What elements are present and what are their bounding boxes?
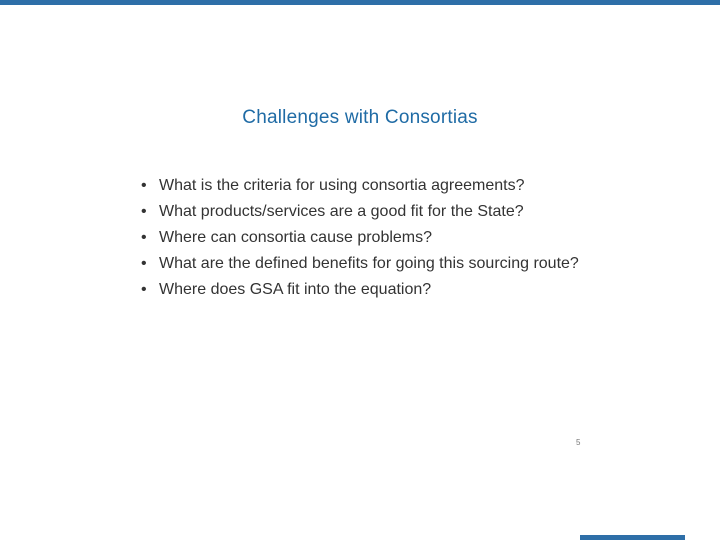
bullet-text: What is the criteria for using consortia agreements?: [159, 177, 525, 194]
bullet-icon: •: [141, 203, 147, 220]
bullet-text: Where does GSA fit into the equation?: [159, 281, 432, 298]
footer-accent-bar: [580, 535, 685, 540]
bullet-item-products: [141, 201, 588, 222]
bullet-item-benefits: [141, 253, 588, 274]
slide-title: Challenges with Consortias: [242, 107, 478, 128]
top-accent-bar: [0, 0, 720, 5]
bullet-icon: •: [141, 229, 147, 246]
bullet-icon: •: [141, 281, 147, 298]
page-number: 5: [576, 438, 581, 447]
bullet-text: What are the defined benefits for going this sourcing route?: [159, 255, 579, 272]
bullet-item-gsa: [141, 279, 588, 300]
bullet-text: Where can consortia cause problems?: [159, 229, 433, 246]
bullet-text: What products/services are a good fit for the State?: [159, 203, 524, 220]
bullet-item-criteria: [141, 175, 588, 196]
bullet-item-problems: [141, 227, 588, 248]
bullet-list: [141, 175, 588, 305]
bullet-icon: •: [141, 255, 147, 272]
bullet-icon: •: [141, 177, 147, 194]
